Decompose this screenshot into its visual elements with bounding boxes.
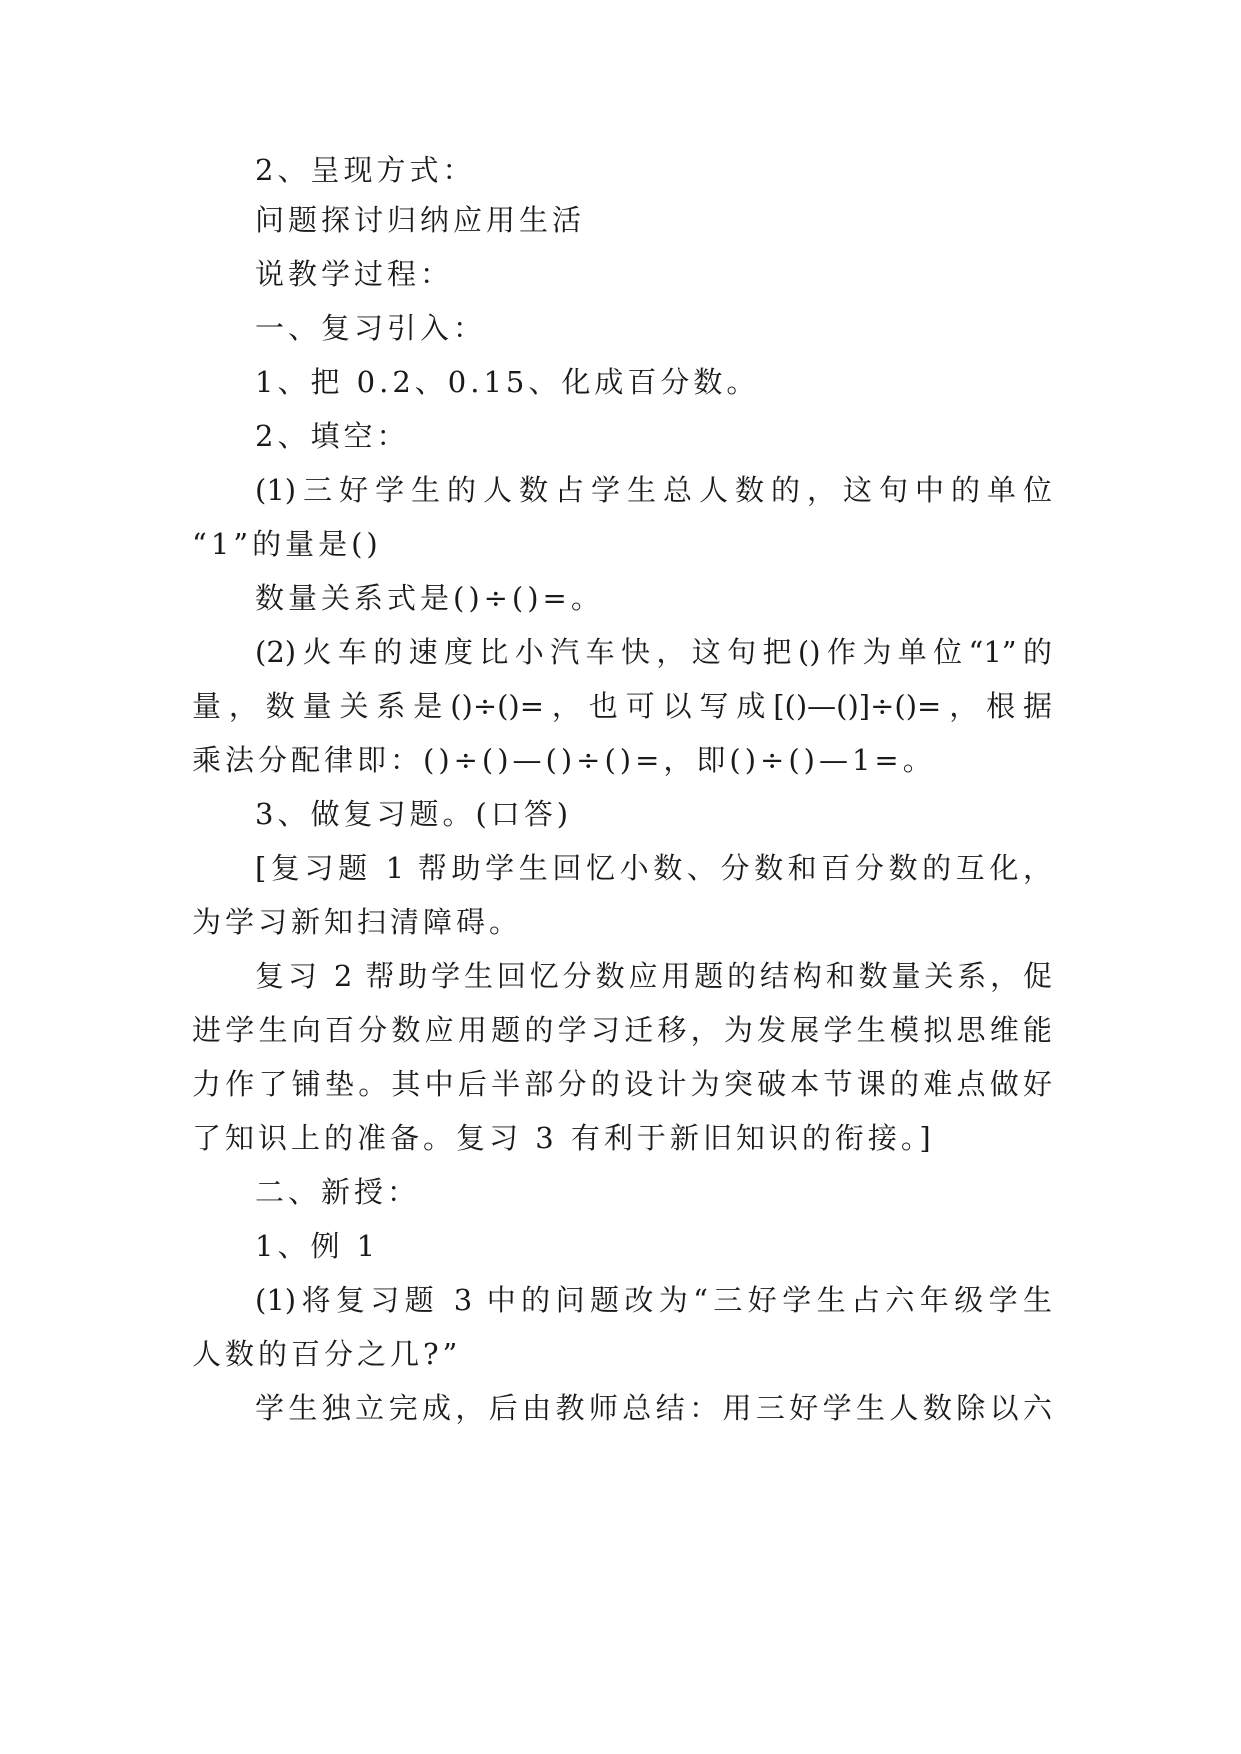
text-line: “1”的量是() — [192, 527, 382, 561]
text-line: 人数的百分之几?” — [192, 1337, 462, 1371]
text-line: 数量关系式是()÷()=。 — [255, 581, 604, 615]
text-line: 1、例 1 — [255, 1229, 380, 1263]
text-line: 为学习新知扫清障碍。 — [192, 905, 523, 939]
text-line: 了知识上的准备。复习 3 有利于新旧知识的衔接。] — [192, 1121, 935, 1155]
text-line: 学生独立完成，后由教师总结：用三好学生人数除以六 — [255, 1391, 1052, 1425]
text-line: 2、呈现方式： — [255, 153, 476, 187]
text-line: 进学生向百分数应用题的学习迁移，为发展学生模拟思维能 — [192, 1013, 1052, 1047]
text-line: 量，数量关系是()÷()=，也可以写成[()—()]÷()=，根据 — [192, 689, 1052, 723]
text-line: 2、填空： — [255, 419, 410, 453]
text-line: (1)将复习题 3 中的问题改为“三好学生占六年级学生 — [255, 1283, 1052, 1317]
text-line: 说教学过程： — [255, 257, 454, 291]
text-line: 复习 2 帮助学生回忆分数应用题的结构和数量关系，促 — [255, 959, 1052, 993]
text-line: (2)火车的速度比小汽车快，这句把()作为单位“1”的 — [255, 635, 1052, 669]
text-line: [复习题 1 帮助学生回忆小数、分数和百分数的互化， — [255, 851, 1052, 885]
text-line: (1)三好学生的人数占学生总人数的，这句中的单位 — [255, 473, 1052, 507]
text-line: 乘法分配律即：()÷()—()÷()=，即()÷()—1=。 — [192, 743, 936, 777]
text-line: 3、做复习题。(口答) — [255, 797, 573, 831]
text-line: 一、复习引入： — [255, 311, 487, 345]
text-line: 二、新授： — [255, 1175, 421, 1209]
text-line: 问题探讨归纳应用生活 — [255, 203, 586, 237]
text-line: 力作了铺垫。其中后半部分的设计为突破本节课的难点做好 — [192, 1067, 1052, 1101]
text-line: 1、把 0.2、0.15、化成百分数。 — [255, 365, 760, 399]
